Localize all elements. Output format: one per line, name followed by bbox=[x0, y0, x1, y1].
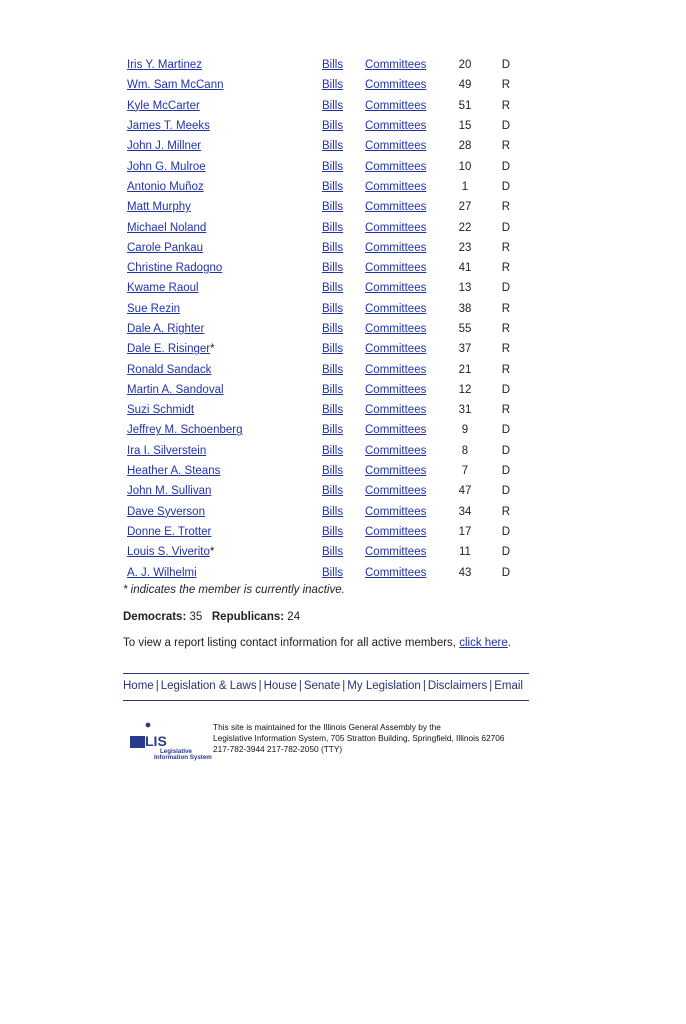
member-name-link[interactable]: John M. Sullivan bbox=[127, 485, 212, 498]
district-cell: 1 bbox=[461, 180, 469, 193]
committees-cell bbox=[365, 217, 450, 237]
bills-cell bbox=[322, 359, 365, 379]
senate-members-table bbox=[123, 55, 520, 583]
committees-link[interactable]: Committees bbox=[365, 525, 427, 538]
bills-link[interactable]: Bills bbox=[322, 546, 344, 559]
bills-cell bbox=[322, 441, 365, 461]
contact-period: . bbox=[507, 637, 511, 649]
committees-link[interactable]: Committees bbox=[365, 546, 427, 559]
bills-link[interactable]: Bills bbox=[322, 282, 344, 295]
footer-separator: | bbox=[155, 680, 159, 692]
bills-cell bbox=[322, 522, 365, 542]
committees-cell bbox=[365, 96, 450, 116]
bills-link[interactable]: Bills bbox=[322, 262, 344, 275]
party-cell: D bbox=[501, 485, 510, 498]
republicans-label: Republicans: bbox=[211, 611, 285, 623]
committees-cell bbox=[365, 75, 450, 95]
member-row bbox=[123, 542, 520, 562]
committees-cell bbox=[365, 502, 450, 522]
member-row bbox=[123, 96, 520, 116]
district-cell: 28 bbox=[458, 140, 472, 153]
committees-cell bbox=[365, 238, 450, 258]
committees-link[interactable]: Committees bbox=[365, 221, 427, 234]
committees-cell bbox=[365, 299, 450, 319]
bills-link[interactable]: Bills bbox=[322, 201, 344, 214]
click-here-link[interactable]: click here bbox=[459, 637, 508, 649]
maintained-line-3: 217-782-3944 217-782-2050 (TTY) bbox=[213, 744, 343, 754]
district-cell: 49 bbox=[458, 79, 472, 92]
footer-link-email[interactable]: Email bbox=[494, 680, 523, 692]
member-name-cell bbox=[123, 217, 322, 237]
member-name-cell bbox=[123, 299, 322, 319]
inactive-note: * indicates the member is currently inactive. bbox=[123, 584, 345, 596]
bills-cell bbox=[322, 400, 365, 420]
member-name-link[interactable]: Antonio Muñoz bbox=[127, 180, 204, 193]
footer-rule-top bbox=[123, 673, 529, 674]
member-name-cell bbox=[123, 116, 322, 136]
member-row bbox=[123, 400, 520, 420]
committees-cell bbox=[365, 522, 450, 542]
footer-link-legislation-laws[interactable]: Legislation & Laws bbox=[160, 680, 257, 692]
inactive-marker: * bbox=[210, 343, 215, 356]
bills-link[interactable]: Bills bbox=[322, 343, 344, 356]
district-cell: 22 bbox=[458, 221, 472, 234]
member-row bbox=[123, 258, 520, 278]
member-name-cell bbox=[123, 55, 322, 75]
member-row bbox=[123, 562, 520, 582]
party-cell: D bbox=[501, 59, 510, 72]
party-cell: R bbox=[501, 343, 510, 356]
member-name-link[interactable]: Louis S. Viverito bbox=[127, 546, 210, 559]
bills-cell bbox=[322, 197, 365, 217]
footer-separator: | bbox=[298, 680, 302, 692]
committees-link[interactable]: Committees bbox=[365, 465, 427, 478]
member-row bbox=[123, 116, 520, 136]
committees-link[interactable]: Committees bbox=[365, 383, 427, 396]
committees-link[interactable]: Committees bbox=[365, 444, 427, 457]
committees-link[interactable]: Committees bbox=[365, 120, 427, 133]
member-name-link[interactable]: Kwame Raoul bbox=[127, 282, 199, 295]
member-row bbox=[123, 55, 520, 75]
district-cell: 15 bbox=[458, 120, 472, 133]
footer-link-home[interactable]: Home bbox=[123, 680, 154, 692]
member-name-link[interactable]: Christine Radogno bbox=[127, 262, 223, 275]
bills-cell bbox=[322, 217, 365, 237]
contact-report-line bbox=[123, 637, 511, 649]
member-row bbox=[123, 156, 520, 176]
bills-link[interactable]: Bills bbox=[322, 444, 344, 457]
bills-cell bbox=[322, 502, 365, 522]
member-name-cell bbox=[123, 238, 322, 258]
maintained-line-1: This site is maintained for the Illinois General Assembly by the bbox=[213, 722, 441, 732]
bills-cell bbox=[322, 55, 365, 75]
party-cell: R bbox=[501, 140, 510, 153]
member-name-link[interactable]: Ronald Sandack bbox=[127, 363, 212, 376]
bills-cell bbox=[322, 278, 365, 298]
bills-link[interactable]: Bills bbox=[322, 302, 344, 315]
committees-cell bbox=[365, 481, 450, 501]
bills-link[interactable]: Bills bbox=[322, 59, 344, 72]
district-cell: 21 bbox=[458, 363, 472, 376]
party-cell: R bbox=[501, 262, 510, 275]
committees-link[interactable]: Committees bbox=[365, 262, 427, 275]
committees-link[interactable]: Committees bbox=[365, 505, 427, 518]
member-row bbox=[123, 238, 520, 258]
district-cell: 8 bbox=[461, 444, 469, 457]
bills-cell bbox=[322, 461, 365, 481]
member-name-link[interactable]: Carole Pankau bbox=[127, 241, 204, 254]
member-row bbox=[123, 136, 520, 156]
committees-link[interactable]: Committees bbox=[365, 59, 427, 72]
committees-cell bbox=[365, 156, 450, 176]
district-cell: 23 bbox=[458, 241, 472, 254]
member-row bbox=[123, 461, 520, 481]
member-name-link[interactable]: Michael Noland bbox=[127, 221, 207, 234]
bills-cell bbox=[322, 177, 365, 197]
party-cell: D bbox=[501, 465, 510, 478]
committees-link[interactable]: Committees bbox=[365, 566, 427, 579]
member-name-link[interactable]: Wm. Sam McCann bbox=[127, 79, 224, 92]
member-row bbox=[123, 75, 520, 95]
footer-link-my-legislation[interactable]: My Legislation bbox=[347, 680, 421, 692]
member-name-cell bbox=[123, 542, 322, 562]
member-name-link[interactable]: Iris Y. Martinez bbox=[127, 59, 202, 72]
member-name-cell bbox=[123, 461, 322, 481]
district-cell: 11 bbox=[459, 546, 471, 559]
member-row bbox=[123, 522, 520, 542]
committees-cell bbox=[365, 319, 450, 339]
member-name-link[interactable]: Dave Syverson bbox=[127, 505, 205, 518]
footer-separator: | bbox=[258, 680, 262, 692]
committees-cell bbox=[365, 136, 450, 156]
bills-cell bbox=[322, 299, 365, 319]
member-name-cell bbox=[123, 156, 322, 176]
member-row bbox=[123, 359, 520, 379]
member-name-link[interactable]: John J. Millner bbox=[127, 140, 202, 153]
member-name-cell bbox=[123, 197, 322, 217]
committees-link[interactable]: Committees bbox=[365, 79, 427, 92]
member-name-link[interactable]: Dale A. Righter bbox=[127, 323, 205, 335]
committees-link[interactable]: Committees bbox=[365, 323, 427, 335]
district-cell: 43 bbox=[458, 566, 472, 579]
bills-link[interactable]: Bills bbox=[322, 120, 344, 133]
member-name-cell bbox=[123, 258, 322, 278]
bills-link[interactable]: Bills bbox=[322, 424, 344, 437]
member-name-cell bbox=[123, 177, 322, 197]
bills-link[interactable]: Bills bbox=[322, 180, 344, 193]
bills-cell bbox=[322, 136, 365, 156]
party-cell: D bbox=[501, 383, 510, 396]
district-cell: 20 bbox=[458, 59, 472, 72]
member-name-cell bbox=[123, 278, 322, 298]
member-name-link[interactable]: Martin A. Sandoval bbox=[127, 383, 224, 396]
member-name-cell bbox=[123, 400, 322, 420]
committees-link[interactable]: Committees bbox=[365, 424, 427, 437]
member-row bbox=[123, 197, 520, 217]
district-cell: 10 bbox=[458, 160, 472, 173]
member-name-cell bbox=[123, 96, 322, 116]
member-name-link[interactable]: Donne E. Trotter bbox=[127, 525, 212, 538]
party-cell: D bbox=[501, 546, 510, 559]
bills-link[interactable]: Bills bbox=[322, 525, 344, 538]
bills-cell bbox=[322, 319, 365, 339]
member-name-cell bbox=[123, 319, 322, 339]
party-cell: D bbox=[501, 282, 510, 295]
member-row bbox=[123, 339, 520, 359]
party-cell: D bbox=[501, 160, 510, 173]
footer-link-disclaimers[interactable]: Disclaimers bbox=[427, 680, 488, 692]
bills-cell bbox=[322, 562, 365, 582]
bills-link[interactable]: Bills bbox=[322, 485, 344, 498]
member-row bbox=[123, 441, 520, 461]
party-cell: D bbox=[501, 120, 510, 133]
district-cell: 38 bbox=[458, 302, 472, 315]
member-name-link[interactable]: John G. Mulroe bbox=[127, 160, 206, 173]
member-name-cell bbox=[123, 441, 322, 461]
maintained-by-text bbox=[213, 722, 504, 755]
committees-cell bbox=[365, 278, 450, 298]
bills-link[interactable]: Bills bbox=[322, 323, 344, 335]
member-name-link[interactable]: James T. Meeks bbox=[127, 120, 210, 133]
footer-separator: | bbox=[342, 680, 346, 692]
district-cell: 55 bbox=[458, 323, 472, 335]
bills-link[interactable]: Bills bbox=[322, 465, 344, 478]
committees-cell bbox=[365, 441, 450, 461]
bills-cell bbox=[322, 481, 365, 501]
committees-cell bbox=[365, 380, 450, 400]
committees-link[interactable]: Committees bbox=[365, 99, 427, 112]
logo-line-2: Information System bbox=[154, 754, 212, 761]
member-name-link[interactable]: Ira I. Silverstein bbox=[127, 444, 207, 457]
committees-link[interactable]: Committees bbox=[365, 201, 427, 214]
party-cell: R bbox=[501, 241, 510, 254]
member-name-link[interactable]: Heather A. Steans bbox=[127, 465, 221, 478]
party-cell: R bbox=[501, 363, 510, 376]
republicans-count: 24 bbox=[287, 611, 301, 623]
district-cell: 37 bbox=[458, 343, 472, 356]
democrats-label: Democrats: bbox=[123, 611, 187, 623]
member-name-cell bbox=[123, 562, 322, 582]
bills-cell bbox=[322, 96, 365, 116]
footer-link-senate[interactable]: Senate bbox=[303, 680, 341, 692]
party-cell: R bbox=[501, 404, 510, 417]
member-name-link[interactable]: Kyle McCarter bbox=[127, 99, 200, 112]
bills-cell bbox=[322, 380, 365, 400]
bills-cell bbox=[322, 339, 365, 359]
bills-link[interactable]: Bills bbox=[322, 505, 344, 518]
district-cell: 47 bbox=[458, 485, 472, 498]
party-cell: R bbox=[501, 323, 510, 335]
bills-cell bbox=[322, 258, 365, 278]
committees-cell bbox=[365, 420, 450, 440]
member-name-link[interactable]: Dale E. Risinger bbox=[127, 343, 211, 356]
footer-separator: | bbox=[422, 680, 426, 692]
member-row bbox=[123, 481, 520, 501]
member-row bbox=[123, 319, 520, 339]
footer-rule-bottom bbox=[123, 700, 529, 701]
bills-cell bbox=[322, 238, 365, 258]
committees-cell bbox=[365, 258, 450, 278]
footer-nav bbox=[123, 680, 529, 692]
inactive-marker: * bbox=[209, 546, 215, 559]
bills-link[interactable]: Bills bbox=[322, 404, 344, 417]
member-name-cell bbox=[123, 339, 322, 359]
contact-text: To view a report listing contact information for all active members, bbox=[123, 637, 460, 649]
committees-cell bbox=[365, 116, 450, 136]
member-row bbox=[123, 217, 520, 237]
member-name-link[interactable]: Suzi Schmidt bbox=[127, 404, 195, 417]
member-name-link[interactable]: A. J. Wilhelmi bbox=[127, 566, 197, 579]
district-cell: 31 bbox=[458, 404, 472, 417]
district-cell: 9 bbox=[461, 424, 469, 437]
party-cell: D bbox=[501, 444, 510, 457]
party-cell: R bbox=[501, 505, 510, 518]
committees-cell bbox=[365, 461, 450, 481]
bills-link[interactable]: Bills bbox=[322, 79, 344, 92]
committees-cell bbox=[365, 562, 450, 582]
district-cell: 27 bbox=[458, 201, 472, 214]
bills-link[interactable]: Bills bbox=[322, 140, 344, 153]
bills-link[interactable]: Bills bbox=[322, 363, 344, 376]
district-cell: 17 bbox=[458, 525, 472, 538]
bills-cell bbox=[322, 75, 365, 95]
footer-separator: | bbox=[489, 680, 493, 692]
member-name-link[interactable]: Jeffrey M. Schoenberg bbox=[127, 424, 243, 437]
member-row bbox=[123, 502, 520, 522]
district-cell: 12 bbox=[458, 383, 472, 396]
bills-cell bbox=[322, 542, 365, 562]
party-cell: D bbox=[501, 566, 510, 579]
maintained-line-2: Legislative Information System, 705 Stratton Building, Springfield, Illinois 62706 bbox=[213, 733, 505, 743]
bills-cell bbox=[322, 420, 365, 440]
member-row bbox=[123, 177, 520, 197]
member-row bbox=[123, 278, 520, 298]
member-name-cell bbox=[123, 75, 322, 95]
committees-cell bbox=[365, 359, 450, 379]
member-name-cell bbox=[123, 136, 322, 156]
committees-link[interactable]: Committees bbox=[365, 343, 427, 356]
district-cell: 13 bbox=[458, 282, 472, 295]
bills-link[interactable]: Bills bbox=[322, 566, 344, 579]
party-cell: R bbox=[501, 302, 510, 315]
member-row bbox=[123, 380, 520, 400]
member-name-link[interactable]: Sue Rezin bbox=[127, 302, 181, 315]
member-row bbox=[123, 299, 520, 319]
party-cell: R bbox=[501, 201, 510, 214]
committees-link[interactable]: Committees bbox=[365, 302, 427, 315]
party-cell: R bbox=[501, 79, 510, 92]
member-name-cell bbox=[123, 481, 322, 501]
party-cell: D bbox=[501, 424, 510, 437]
committees-cell bbox=[365, 55, 450, 75]
committees-link[interactable]: Committees bbox=[365, 180, 427, 193]
committees-link[interactable]: Committees bbox=[365, 363, 427, 376]
bills-cell bbox=[322, 116, 365, 136]
bills-link[interactable]: Bills bbox=[322, 160, 344, 173]
member-name-cell bbox=[123, 359, 322, 379]
committees-link[interactable]: Committees bbox=[365, 140, 427, 153]
member-row bbox=[123, 420, 520, 440]
member-name-cell bbox=[123, 420, 322, 440]
committees-link[interactable]: Committees bbox=[365, 282, 427, 295]
party-cell: R bbox=[501, 99, 510, 112]
committees-cell bbox=[365, 542, 450, 562]
bills-cell bbox=[322, 156, 365, 176]
bills-link[interactable]: Bills bbox=[322, 241, 344, 254]
party-cell: D bbox=[501, 221, 510, 234]
district-cell: 7 bbox=[461, 465, 469, 478]
committees-link[interactable]: Committees bbox=[365, 160, 427, 173]
member-name-link[interactable]: Matt Murphy bbox=[127, 201, 191, 214]
member-name-cell bbox=[123, 380, 322, 400]
party-counts bbox=[123, 611, 300, 623]
committees-cell bbox=[365, 400, 450, 420]
logo-line-1: Legislative bbox=[160, 748, 192, 755]
committees-cell bbox=[365, 339, 450, 359]
bills-link[interactable]: Bills bbox=[322, 99, 344, 112]
committees-link[interactable]: Committees bbox=[365, 485, 427, 498]
committees-link[interactable]: Committees bbox=[365, 241, 427, 254]
committees-cell bbox=[365, 197, 450, 217]
district-cell: 34 bbox=[458, 505, 472, 518]
footer-link-house[interactable]: House bbox=[263, 680, 297, 692]
lis-logo bbox=[128, 722, 212, 762]
member-name-cell bbox=[123, 502, 322, 522]
bills-link[interactable]: Bills bbox=[322, 383, 344, 396]
democrats-count: 35 bbox=[189, 611, 203, 623]
district-cell: 51 bbox=[458, 99, 472, 112]
committees-cell bbox=[365, 177, 450, 197]
logo-letters: LIS bbox=[145, 733, 167, 749]
member-name-cell bbox=[123, 522, 322, 542]
district-cell: 41 bbox=[458, 262, 472, 275]
party-cell: D bbox=[501, 525, 510, 538]
committees-link[interactable]: Committees bbox=[365, 404, 427, 417]
party-cell: D bbox=[501, 180, 510, 193]
member-rows bbox=[123, 55, 520, 583]
bills-link[interactable]: Bills bbox=[322, 221, 344, 234]
